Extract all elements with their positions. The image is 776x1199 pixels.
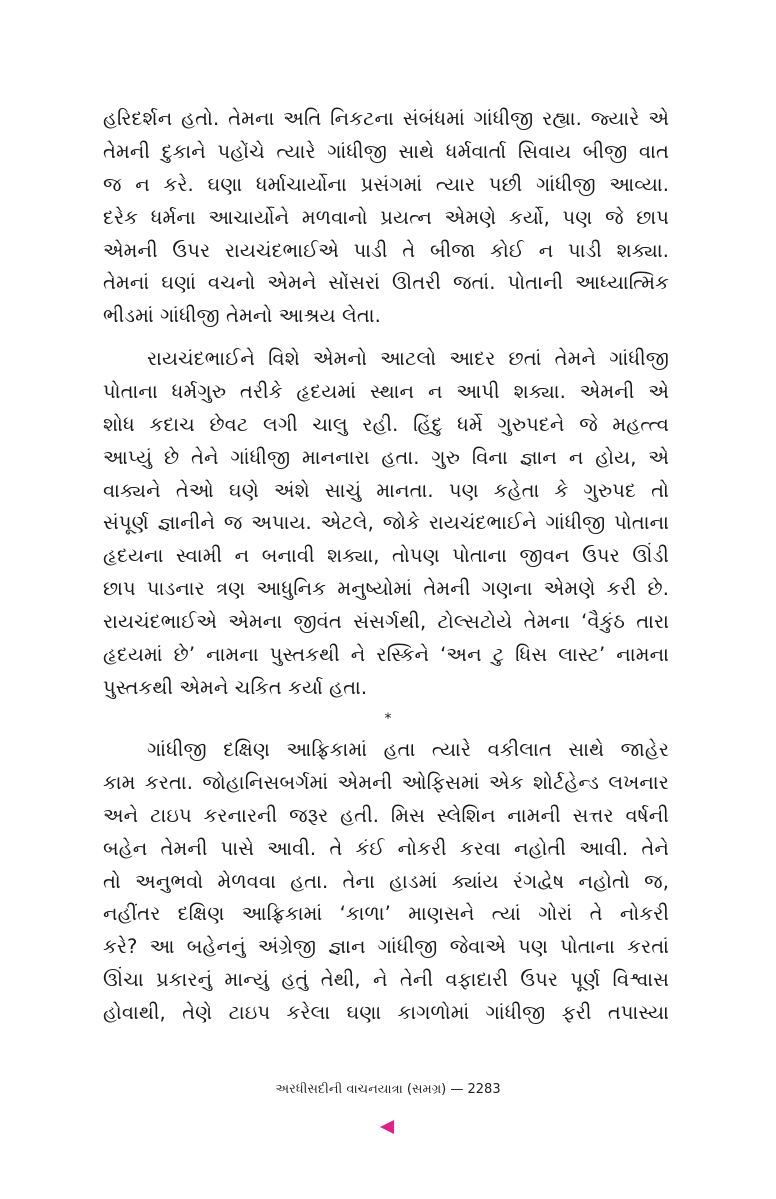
text-line: કરે? આ બહેનનું અંગ્રેજી જ્ઞાન ગાંધીજી જેવાએ પણ પોતાના કરતાં [103, 935, 669, 959]
text-line: બહેન તેમની પાસે આવી. તે કંઈ નોકરી કરવા નહોતી આવી. તેને [103, 836, 669, 860]
text-line: તો અનુભવો મેળવવા હતા. તેના હાડમાં ક્યાંય રંગદ્વેષ નહોતો જ, [103, 869, 669, 893]
text-line: ઊંચા પ્રકારનું માન્યું હતું તેથી, ને તેની વફાદારી ઉપર પૂર્ણ વિશ્વાસ [103, 968, 669, 992]
text-line: હૃદયના સ્વામી ન બનાવી શક્યા, તોપણ પોતાના જીવન ઉપર ઊંડી [103, 544, 669, 568]
text-line: રાયચંદભાઈને વિશે એમનો આટલો આદર છતાં તેમને ગાંધીજી [147, 347, 669, 370]
text-line: તેમનાં ઘણાં વચનો એમને સોંસરાં ઊતરી જતાં. પોતાની આધ્યાત્મિક [103, 271, 669, 295]
text-line: સંપૂર્ણ જ્ઞાનીને જ અપાય. એટલે, જોકે રાયચંદભાઈને ગાંધીજી પોતાના [103, 511, 669, 535]
paragraph-2 [103, 343, 669, 705]
text-line: હરિદર્શન હતો. તેમના અતિ નિકટના સંબંધમાં ગાંધીજી રહ્યા. જ્યારે એ [103, 107, 669, 130]
previous-page-arrow-icon[interactable] [380, 1120, 394, 1134]
text-line: નહીંતર દક્ષિણ આફ્રિકામાં ‘કાળા’ માણસને ત્યાં ગોરાં તે નોકરી [103, 902, 669, 926]
footer-dash: — [446, 1082, 468, 1097]
text-line: એમની ઉપર રાયચંદભાઈએ પાડી તે બીજા કોઈ ન પાડી શક્યા. [103, 238, 669, 262]
text-line: જ ન કરે. ઘણા ધર્માચાર્યોના પ્રસંગમાં ત્યાર પછી ગાંધીજી આવ્યા. [103, 172, 669, 196]
book-title: અરધીસદીની વાચનયાત્રા (સમગ્ર) [275, 1082, 447, 1097]
text-line: શોધ કદાચ છેવટ લગી ચાલુ રહી. હિંદુ ધર્મે ગુરુપદને જે મહત્ત્વ [103, 412, 669, 436]
text-line: હોવાથી, તેણે ટાઇપ કરેલા ઘણા કાગળોમાં ગાંધીજી ફરી તપાસ્યા [103, 1001, 669, 1025]
paragraph-3 [103, 734, 669, 1030]
paragraph-1 [103, 103, 669, 333]
text-line: અને ટાઇપ કરનારની જરૂર હતી. મિસ સ્લેશિન નામની સત્તર વર્ષની [103, 803, 669, 827]
text-line: પોતાના ધર્મગુરુ તરીકે હૃદયમાં સ્થાન ન આપી શક્યા. એમની એ [103, 379, 669, 403]
page-footer [0, 1082, 776, 1097]
text-line: તેમની દુકાને પહોંચે ત્યારે ગાંધીજી સાથે ધર્મવાર્તા સિવાય બીજી વાત [103, 139, 669, 163]
text-line: પુસ્તકથી એમને ચકિત કર્યા હતા. [103, 675, 368, 699]
text-line: વાક્યને તેઓ ઘણે અંશે સાચું માનતા. પણ કહેતા કે ગુરુપદ તો [103, 478, 669, 502]
text-line: રાયચંદભાઈએ એમના જીવંત સંસર્ગથી, ટોલ્સટોયે તેમના ‘વૈકુંઠ તારા [103, 610, 669, 634]
text-line: ગાંધીજી દક્ષિણ આફ્રિકામાં હતા ત્યારે વકીલાત સાથે જાહેર [147, 738, 669, 761]
text-line: છાપ પાડનાર ત્રણ આધુનિક મનુષ્યોમાં તેમની ગણના એમણે કરી છે. [103, 577, 669, 601]
text-line: કામ કરતા. જોહાનિસબર્ગમાં એમની ઓફિસમાં એક શોર્ટહેન્ડ લખનાર [103, 770, 669, 794]
text-line: હૃદયમાં છે’ નામના પુસ્તકથી ને રસ્કિને ‘અન ટુ ધિસ લાસ્ટ’ નામના [103, 643, 669, 667]
text-line: દરેક ધર્મના આચાર્યોને મળવાનો પ્રયત્ન એમણે કર્યો, પણ જે છાપ [103, 205, 669, 229]
page-number: 2283 [467, 1082, 501, 1097]
text-line: આપ્યું છે તેને ગાંધીજી માનનારા હતા. ગુરુ વિના જ્ઞાન ન હોય, એ [103, 445, 669, 469]
section-separator: * [384, 711, 392, 727]
text-line: ભીડમાં ગાંધીજી તેમનો આશ્રય લેતા. [103, 304, 381, 328]
